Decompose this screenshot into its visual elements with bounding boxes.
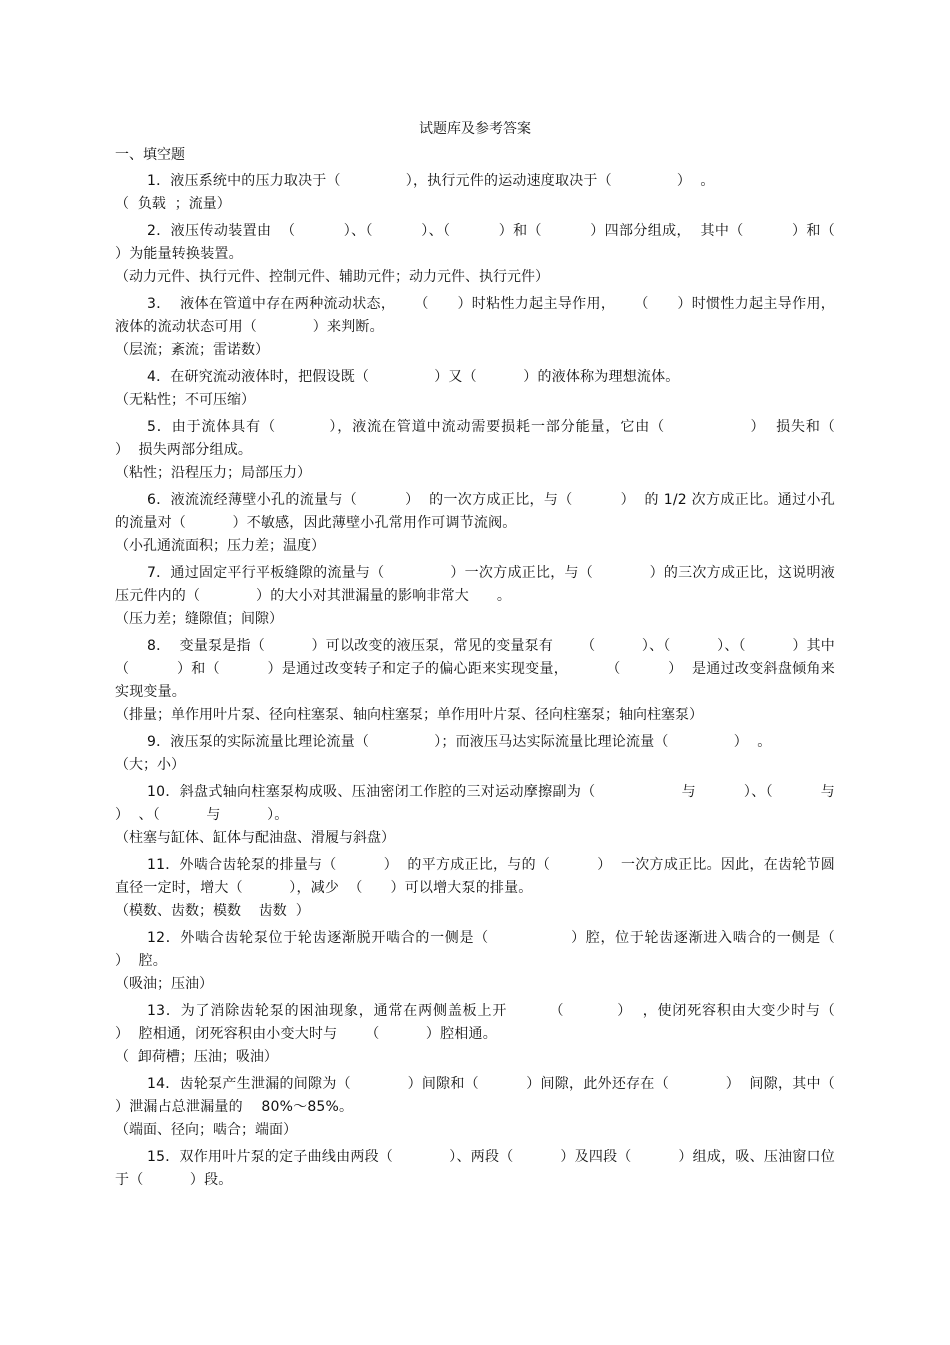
- question-text: 13．为了消除齿轮泵的困油现象，通常在两侧盖板上开 （ ） ，使闭死容积由大变少时与（ ） 腔相通，闭死容积由小变大时与 （ ）腔相通。: [115, 1003, 882, 1042]
- question-text: 9．液压泵的实际流量比理论流量（ ）；而液压马达实际流量比理论流量（ ） 。: [147, 734, 772, 750]
- answer-text: （模数、齿数；模数 齿数 ）: [115, 903, 310, 919]
- answer-text: （小孔通流面积；压力差；温度）: [115, 538, 325, 554]
- answer-text: （动力元件、执行元件、控制元件、辅助元件；动力元件、执行元件）: [115, 269, 549, 285]
- question-text: 5．由于流体具有（ ），液流在管道中流动需要损耗一部分能量，它由（ ） 损失和（ ） 损失两部分组成。: [115, 419, 882, 458]
- answer-text: （粘性；沿程压力；局部压力）: [115, 465, 311, 481]
- question-text: 3． 液体在管道中存在两种流动状态， （ ）时粘性力起主导作用， （ ）时惯性力起主导作用，液体的流动状态可用（ ）来判断。: [115, 296, 835, 335]
- section-heading: 一、填空题: [115, 147, 185, 163]
- question-text: 8． 变量泵是指（ ）可以改变的液压泵，常见的变量泵有 （ ）、（ ）、（ ）其中 （ ）和（ ）是通过改变转子和定子的偏心距来实现变量， （ ） 是通过改变斜盘倾角来实现变量。: [115, 638, 845, 700]
- answer-text: （端面、径向；啮合；端面）: [115, 1122, 297, 1138]
- question-text: 14．齿轮泵产生泄漏的间隙为（ ）间隙和（ ）间隙，此外还存在（ ） 间隙，其中（ ）泄漏占总泄漏量的 80%～85%。: [115, 1076, 891, 1115]
- question-text: 10．斜盘式轴向柱塞泵构成吸、压油密闭工作腔的三对运动摩擦副为（ 与 ）、（ 与 ） 、（ 与 ）。: [115, 784, 882, 823]
- answer-text: （吸油；压油）: [115, 976, 213, 992]
- answer-text: （排量；单作用叶片泵、径向柱塞泵、轴向柱塞泵；单作用叶片泵、径向柱塞泵；轴向柱塞泵）: [115, 707, 703, 723]
- page-title: 试题库及参考答案: [419, 121, 531, 137]
- answer-text: （层流；紊流；雷诺数）: [115, 342, 269, 358]
- answer-text: （ 负载 ；流量）: [115, 196, 231, 212]
- answer-text: （大；小）: [115, 757, 185, 773]
- question-text: 15．双作用叶片泵的定子曲线由两段（ ）、两段（ ）及四段（ ）组成，吸、压油窗口位于（ ）段。: [115, 1149, 835, 1188]
- question-list: [115, 170, 891, 1192]
- answer-text: （压力差；缝隙值；间隙）: [115, 611, 283, 627]
- question-text: 1．液压系统中的压力取决于（ ），执行元件的运动速度取决于（ ） 。: [147, 173, 715, 189]
- answer-text: （ 卸荷槽；压油；吸油）: [115, 1049, 278, 1065]
- question-text: 12．外啮合齿轮泵位于轮齿逐渐脱开啮合的一侧是（ ）腔，位于轮齿逐渐进入啮合的一侧是（ ） 腔。: [115, 930, 882, 969]
- answer-text: （无粘性；不可压缩）: [115, 392, 255, 408]
- question-text: 6．液流流经薄壁小孔的流量与（ ） 的一次方成正比，与（ ） 的 1/2 次方成正比。通过小孔的流量对（ ）不敏感，因此薄壁小孔常用作可调节流阀。: [115, 492, 835, 531]
- question-text: 4．在研究流动液体时，把假设既（ ）又（ ）的液体称为理想流体。: [147, 369, 680, 385]
- answer-text: （柱塞与缸体、缸体与配油盘、滑履与斜盘）: [115, 830, 395, 846]
- question-text: 7．通过固定平行平板缝隙的流量与（ ）一次方成正比，与（ ）的三次方成正比，这说明液压元件内的（ ）的大小对其泄漏量的影响非常大 。: [115, 565, 835, 604]
- question-text: 11．外啮合齿轮泵的排量与（ ） 的平方成正比，与的（ ） 一次方成正比。因此，在齿轮节圆直径一定时，增大（ ），减少 （ ）可以增大泵的排量。: [115, 857, 835, 896]
- question-text: 2．液压传动装置由 （ ）、（ ）、（ ）和（ ）四部分组成， 其中（ ）和（ ）为能量转换装置。: [115, 223, 882, 262]
